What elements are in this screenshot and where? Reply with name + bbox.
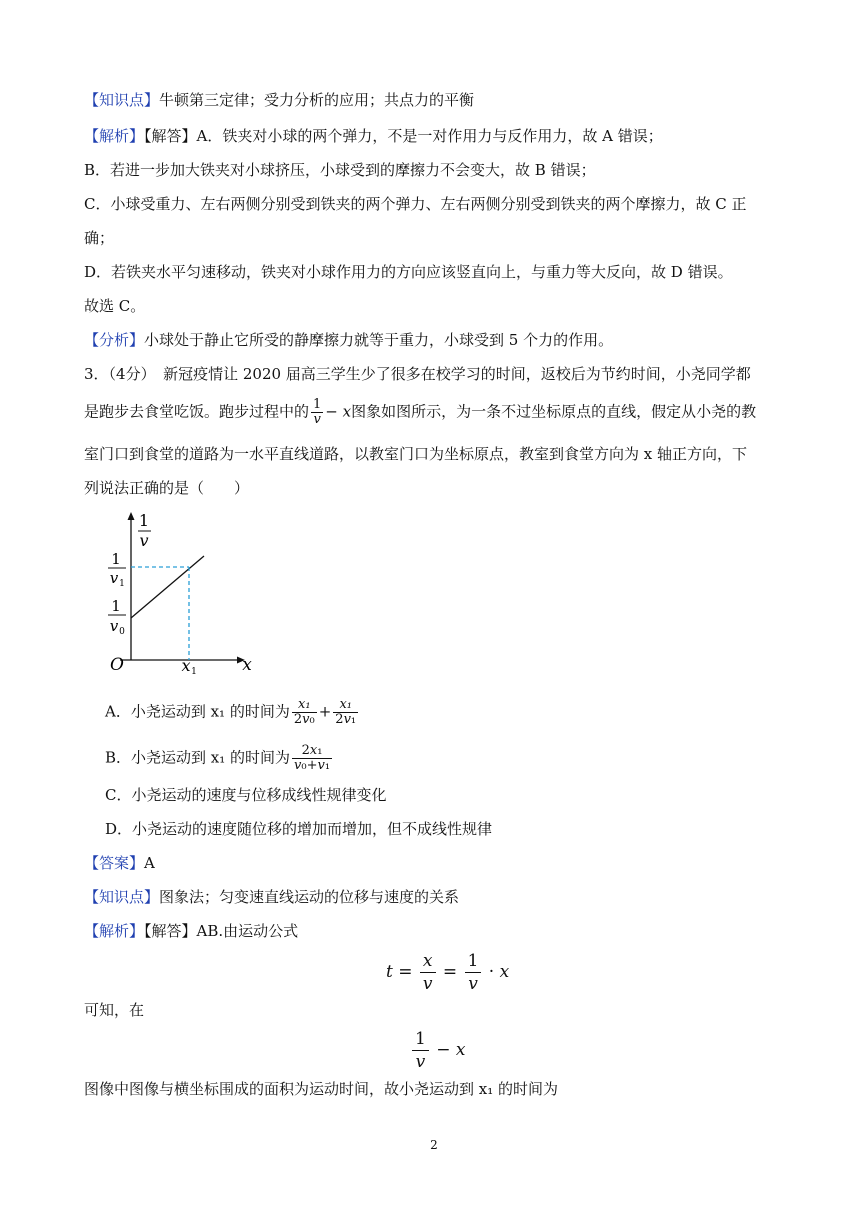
tick-x1: x (181, 656, 191, 675)
q2-line-d: D．若铁夹水平匀速移动，铁夹对小球作用力的方向应该竖直向上，与重力等大反向，故 D 错误。 (84, 263, 733, 281)
option-a-frac1: $\frac{\text{x₁}}{\text{2v₀}}$ (293, 697, 315, 727)
q2-line-c2: 确； (84, 229, 115, 247)
answer-line (84, 853, 155, 873)
origin-label: O (110, 655, 124, 675)
one-over-v-inline: $\frac{1}{v}$ (313, 397, 322, 427)
q3-stem2a: 是跑步去食堂吃饭。跑步过程中的 (84, 402, 310, 421)
analysis-text: 【解答】A．铁夹对小球的两个弹力，不是一对作用力与反作用力，故 A 错误； (144, 127, 663, 145)
option-a-text: A．小尧运动到 x₁ 的时间为 (105, 702, 290, 721)
knowledge-text: 图象法；匀变速直线运动的位移与速度的关系 (159, 888, 460, 906)
y-axis-label-num: 1 (138, 511, 150, 530)
can-know-line: 可知，在 (84, 1001, 145, 1019)
analysis-tag: 【解析】 (84, 922, 145, 940)
q3-stem2b: 图象如图所示，为一条不过坐标原点的直线，假定从小尧的教 (351, 402, 757, 421)
fenxi-text: 小球处于静止它所受的静摩擦力就等于重力，小球受到 5 个力的作用。 (144, 331, 614, 349)
knowledge-tag: 【知识点】 (84, 91, 160, 109)
y-axis-label-den: v (139, 531, 149, 550)
one-over-v-x-graph (100, 508, 270, 680)
q3-knowledge-line (84, 887, 459, 907)
minus-x-inline: − x (325, 402, 352, 421)
answer-text: A (144, 854, 155, 872)
tick-y0-sub: 0 (119, 627, 125, 637)
equation-t: t = $\frac{x}{v}$ = $\frac{1}{v}$ · x (386, 951, 510, 994)
fenxi-tag: 【分析】 (84, 331, 145, 349)
tick-y0-num: 1 (111, 597, 121, 615)
q3-stem-line1: 3．（4分） 新冠疫情让 2020 届高三学生少了很多在校学习的时间，返校后为节约时间，小尧同学都 (84, 365, 751, 383)
graph-line (131, 556, 204, 618)
q2-line-c1: C．小球受重力、左右两侧分别受到铁夹的两个弹力、左右两侧分别受到铁夹的两个摩擦力，故 C 正 (84, 195, 747, 213)
y-axis-arrow (128, 512, 135, 520)
page-number: 2 (430, 1138, 438, 1152)
option-c[interactable]: C．小尧运动的速度与位移成线性规律变化 (105, 786, 387, 804)
analysis-tag: 【解析】 (84, 127, 145, 145)
x-axis-label: x (242, 655, 252, 675)
option-b-text: B．小尧运动到 x₁ 的时间为 (105, 748, 291, 767)
knowledge-text: 牛顿第三定律；受力分析的应用；共点力的平衡 (159, 91, 475, 109)
answer-tag: 【答案】 (84, 854, 145, 872)
q2-fenxi-line (84, 330, 613, 350)
tick-x1-sub: 1 (191, 667, 197, 677)
q3-stem-line3: 室门口到食堂的道路为一水平直线道路，以教室门口为坐标原点，教室到食堂方向为 x 轴正方向，下 (84, 445, 748, 463)
equation-one-over-v-minus-x: $\frac{1}{v}$ − x (410, 1028, 465, 1073)
q3-analysis-line (84, 921, 298, 941)
tick-y0-den: v (109, 617, 119, 635)
option-b[interactable] (105, 744, 334, 773)
q2-conclusion: 故选 C。 (84, 297, 146, 315)
tick-y1-den: v (109, 569, 119, 587)
q3-stem-line2 (84, 398, 756, 427)
final-line: 图像中图像与横坐标围成的面积为运动时间，故小尧运动到 x₁ 的时间为 (84, 1080, 559, 1098)
option-b-frac: $\frac{\text{2x₁}}{\text{v₀+v₁}}$ (294, 743, 331, 773)
option-a-frac2: $\frac{\text{x₁}}{\text{2v₁}}$ (335, 697, 357, 727)
tick-y1-num: 1 (111, 550, 121, 568)
q2-line-b: B．若进一步加大铁夹对小球挤压，小球受到的摩擦力不会变大，故 B 错误； (84, 161, 596, 179)
q2-analysis-line (84, 126, 663, 146)
option-d[interactable]: D．小尧运动的速度随位移的增加而增加，但不成线性规律 (105, 820, 493, 838)
tick-y1-sub: 1 (119, 579, 125, 589)
q2-knowledge-line (84, 90, 474, 110)
analysis-text: 【解答】AB.由运动公式 (144, 922, 299, 940)
plus-sign: + (318, 702, 332, 721)
q3-stem-line4: 列说法正确的是（ ） (84, 479, 250, 497)
option-a[interactable] (105, 698, 360, 727)
knowledge-tag: 【知识点】 (84, 888, 160, 906)
